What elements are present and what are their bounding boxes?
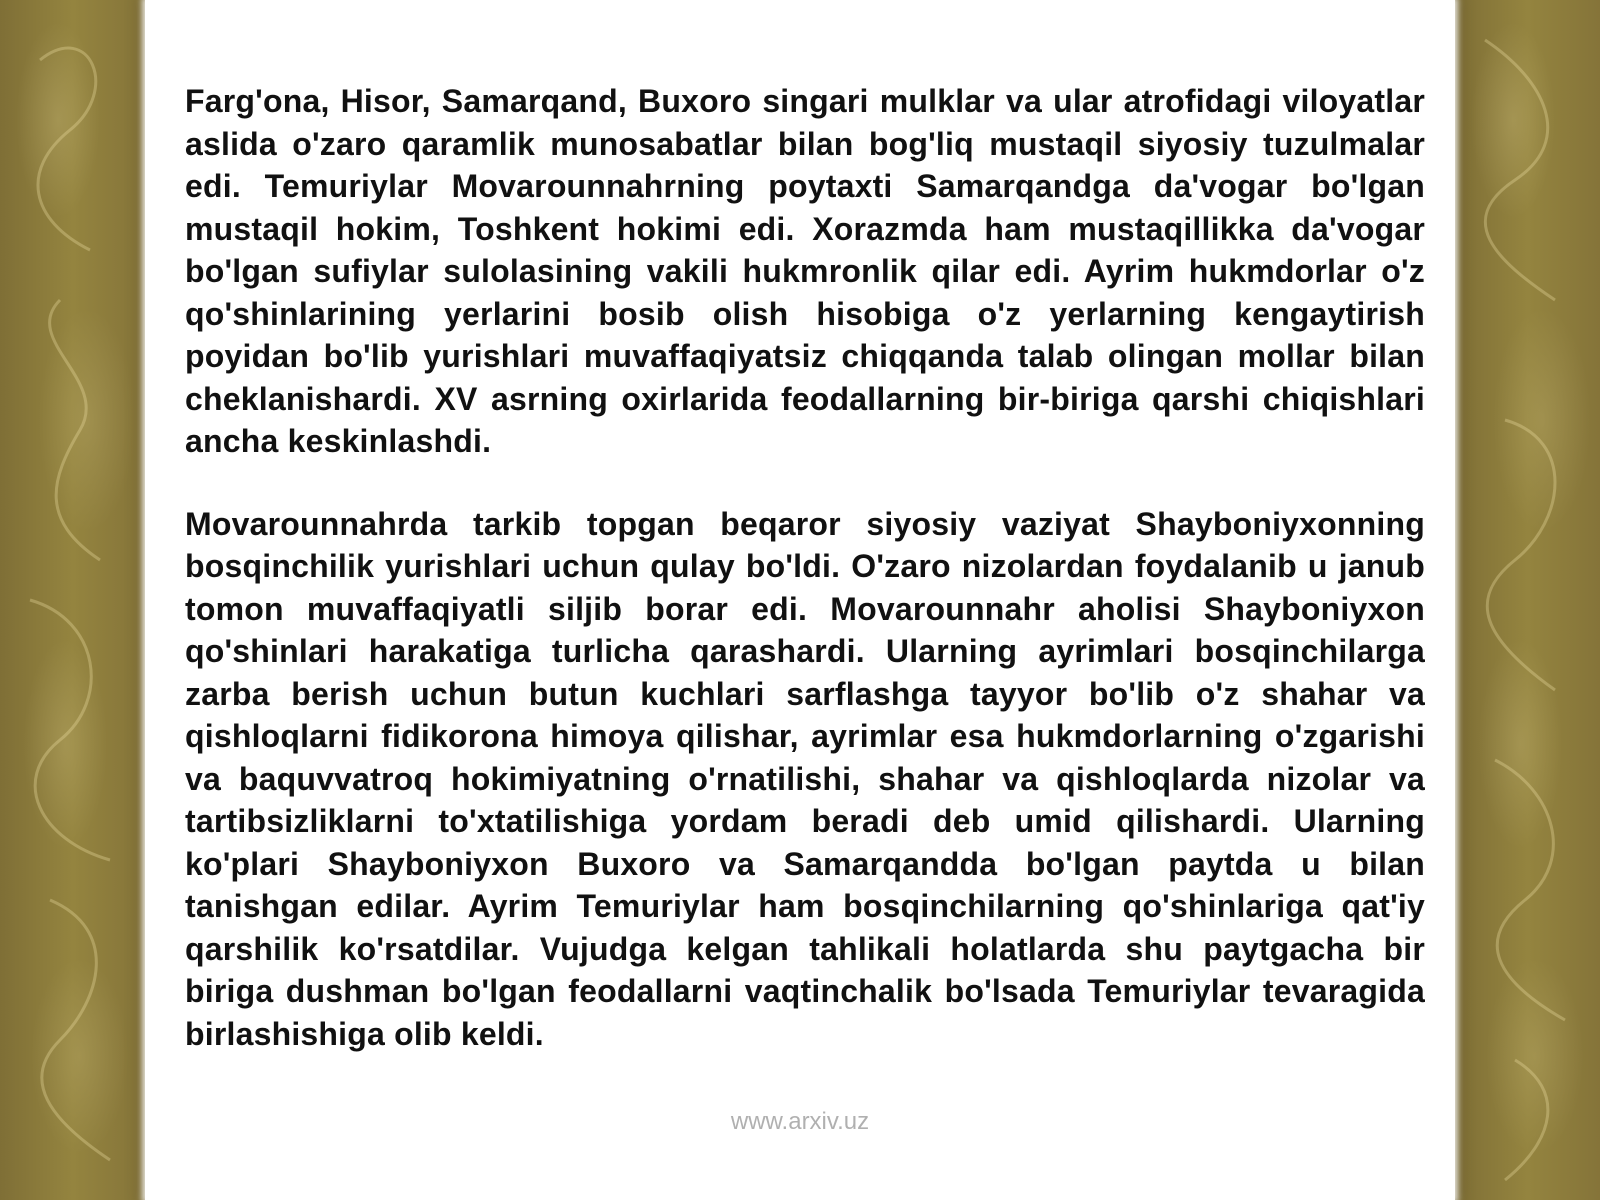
paragraph-2: Movarounnahrda tarkib topgan beqaror siyosiy vaziyat Shayboniyxonning bosqinchilik yurishlari uchun qulay bo'ldi. O'zaro nizolardan foydalanib u janub tomon muvaffaqiyatli siljib borar edi. Movarounnahr aholisi Shayboniyxon qo'shinlari harakatiga turlicha qarashardi. Ularning ayrimlari bosqinchilarga zarba berish uchun butun kuchlari sarflashga tayyor bo'lib o'z shahar va qishloqlarni fidikorona himoya qilishar, ayrimlar esa hukmdorlarning o'zgarishi va baquvvatroq hokimiyatning o'rnatilishi, shahar va qishloqlarda nizolar va tartibsizliklarni to'xtatilishiga yordam beradi deb umid qilishardi. Ularning ko'plari Shayboniyxon Buxoro va Samarqandda bo'lgan paytda u bilan tanishgan edilar. Ayrim Temuriylar ham bosqinchilarning qo'shinlariga qat'iy qarshilik ko'rsatdilar. Vujudga kelgan tahlikali holatlarda shu paytgacha bir biriga dushman bo'lgan feodallarni vaqtinchalik bo'lsada Temuriylar tevaragida birlashishiga olib keldi. bbox=[185, 505, 1425, 1052]
left-ornament-pattern bbox=[0, 0, 145, 1200]
watermark-url: www.arxiv.uz bbox=[730, 1108, 870, 1135]
right-decorative-border bbox=[1455, 0, 1600, 1200]
left-decorative-border bbox=[0, 0, 145, 1200]
right-ornament-pattern bbox=[1455, 0, 1600, 1200]
paragraph-1: Farg'ona, Hisor, Samarqand, Buxoro singari mulklar va ular atrofidagi viloyatlar aslida o'zaro qaramlik munosabatlar bilan bog'liq mustaqil siyosiy tuzulmalar edi. Temuriylar Movarounnahrning poytaxti Samarqandga da'vogar bo'lgan mustaqil hokim, Toshkent hokimi edi. Xorazmda ham mustaqillikka da'vogar bo'lgan sufiylar sulolasining vakili hukmronlik qilar edi. Ayrim hukmdorlar o'z qo'shinlarining yerlarini bosib olish hisobiga o'z yerlarning kengaytirish poyidan bo'lib yurishlari muvaffaqiyatsiz chiqqanda talab olingan mollar bilan cheklanishardi. XV asrning oxirlarida feodallarning bir-biriga qarshi chiqishlari ancha keskinlashdi. bbox=[185, 83, 1425, 459]
document-page bbox=[145, 0, 1455, 1200]
document-body bbox=[185, 80, 1425, 1055]
